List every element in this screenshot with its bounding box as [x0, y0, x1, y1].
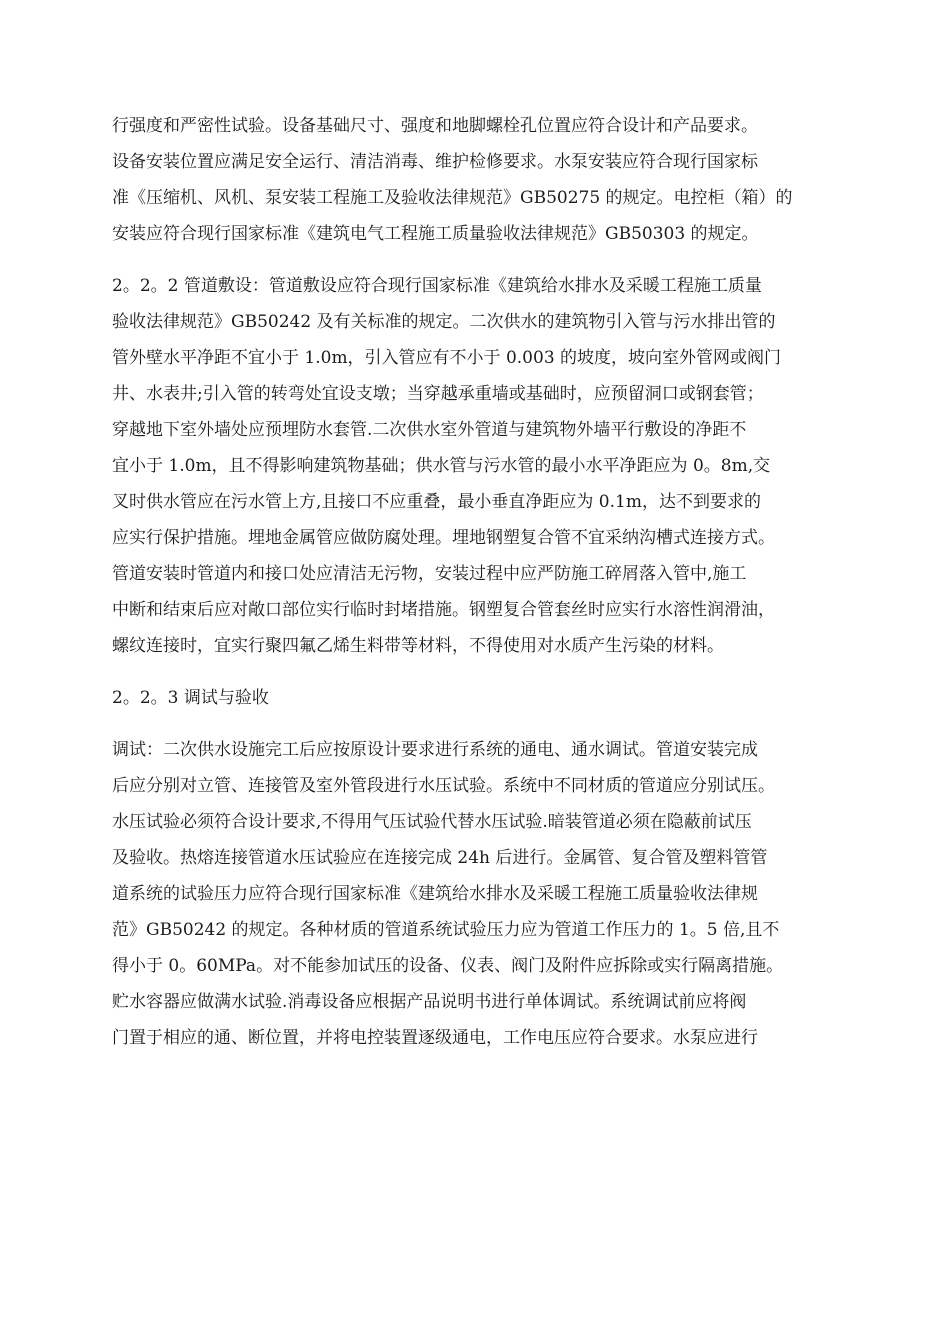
text-line: 贮水容器应做满水试验.消毒设备应根据产品说明书进行单体调试。系统调试前应将阀 — [112, 992, 747, 1012]
text-line: 门置于相应的通、断位置，并将电控装置逐级通电，工作电压应符合要求。水泵应进行 — [112, 1028, 758, 1048]
text-line: 管道安装时管道内和接口处应清洁无污物，安装过程中应严防施工碎屑落入管中,施工 — [112, 564, 747, 584]
text-line: 井、水表井;引入管的转弯处宜设支墩；当穿越承重墙或基础时，应预留洞口或钢套管； — [112, 384, 764, 404]
text-line: 宜小于 1.0m，且不得影响建筑物基础；供水管与污水管的最小水平净距应为 0。8m,交 — [112, 456, 771, 476]
paragraph — [112, 108, 852, 252]
text-line: 道系统的试验压力应符合现行国家标准《建筑给水排水及采暖工程施工质量验收法律规 — [112, 884, 758, 904]
paragraph — [112, 732, 852, 1056]
text-line: 中断和结束后应对敞口部位实行临时封堵措施。钢塑复合管套丝时应实行水溶性润滑油， — [112, 600, 775, 620]
section-heading — [112, 680, 852, 716]
paragraph-gap — [112, 716, 852, 732]
text-line: 应实行保护措施。埋地金属管应做防腐处理。埋地钢塑复合管不宜采纳沟槽式连接方式。 — [112, 528, 775, 548]
paragraph — [112, 268, 852, 664]
paragraph-gap — [112, 664, 852, 680]
text-line: 管外壁水平净距不宜小于 1.0m，引入管应有不小于 0.003 的坡度，坡向室外管网或阀门 — [112, 348, 782, 368]
text-line: 行强度和严密性试验。设备基础尺寸、强度和地脚螺栓孔位置应符合设计和产品要求。 — [112, 116, 758, 136]
text-line: 叉时供水管应在污水管上方,且接口不应重叠，最小垂直净距应为 0.1m，达不到要求的 — [112, 492, 761, 512]
text-line: 2。2。3 调试与验收 — [112, 688, 269, 708]
text-line: 及验收。热熔连接管道水压试验应在连接完成 24h 后进行。金属管、复合管及塑料管管 — [112, 848, 768, 868]
text-line: 得小于 0。60MPa。对不能参加试压的设备、仪表、阀门及附件应拆除或实行隔离措施。 — [112, 956, 784, 976]
text-line: 准《压缩机、风机、泵安装工程施工及验收法律规范》GB50275 的规定。电控柜（箱）的 — [112, 188, 793, 208]
text-line: 范》GB50242 的规定。各种材质的管道系统试验压力应为管道工作压力的 1。5 倍,且不 — [112, 920, 780, 940]
text-line: 设备安装位置应满足安全运行、清洁消毒、维护检修要求。水泵安装应符合现行国家标 — [112, 152, 758, 172]
text-line: 验收法律规范》GB50242 及有关标准的规定。二次供水的建筑物引入管与污水排出管的 — [112, 312, 776, 332]
text-line: 后应分别对立管、连接管及室外管段进行水压试验。系统中不同材质的管道应分别试压。 — [112, 776, 775, 796]
text-line: 安装应符合现行国家标准《建筑电气工程施工质量验收法律规范》GB50303 的规定。 — [112, 224, 759, 244]
paragraph-gap — [112, 252, 852, 268]
document-body — [112, 108, 852, 1056]
text-line: 调试：二次供水设施完工后应按原设计要求进行系统的通电、通水调试。管道安装完成 — [112, 740, 758, 760]
text-line: 穿越地下室外墙处应预埋防水套管.二次供水室外管道与建筑物外墙平行敷设的净距不 — [112, 420, 747, 440]
text-line: 水压试验必须符合设计要求,不得用气压试验代替水压试验.暗装管道必须在隐蔽前试压 — [112, 812, 752, 832]
text-line: 2。2。2 管道敷设：管道敷设应符合现行国家标准《建筑给水排水及采暖工程施工质量 — [112, 276, 762, 296]
text-line: 螺纹连接时，宜实行聚四氟乙烯生料带等材料，不得使用对水质产生污染的材料。 — [112, 636, 724, 656]
